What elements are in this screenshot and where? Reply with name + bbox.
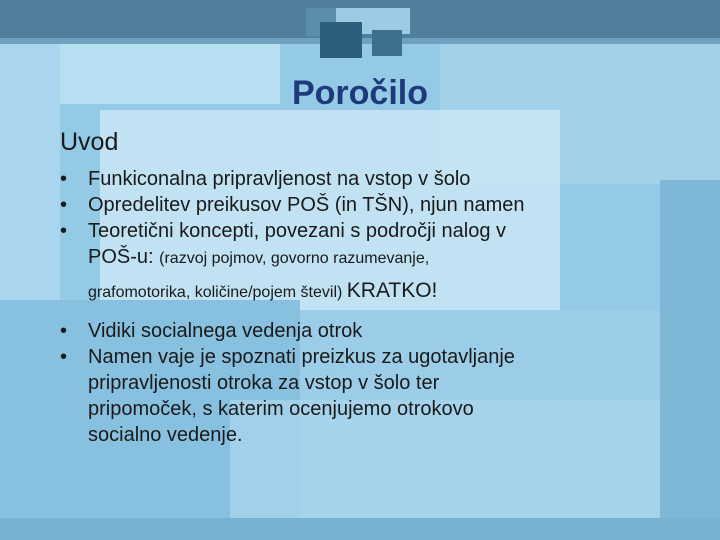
list-item-text: Opredelitev preikusov POŠ (in TŠN), njun namen [88,194,525,216]
bullet-glyph: • [60,320,68,342]
list-item [60,192,660,218]
list-item-line: pripravljenosti otroka za vstop v šolo ter [88,372,440,394]
list-item [60,166,660,192]
slide-title [0,74,720,113]
list-item-line [88,278,660,306]
list-item-line [88,244,660,272]
list-item-small-text: (razvoj pojmov, govorno razumevanje, [159,250,430,267]
bullet-list [60,166,660,448]
list-item [60,318,660,344]
bullet-glyph: • [60,194,68,216]
list-item-text: POŠ-u: [88,246,160,268]
bullet-glyph: • [60,168,68,190]
section-heading: Uvod [60,128,119,156]
list-item-line: pripomoček, s katerim ocenjujemo otrokovo [88,398,474,420]
list-item [60,218,660,306]
list-item-small-text: grafomotorika, količine/pojem števil) [88,284,347,301]
list-item-text: Funkiconalna pripravljenost na vstop v šolo [88,168,471,190]
slide-title-text: Poročilo [291,74,429,112]
bullet-glyph: • [60,346,68,368]
bullet-glyph: • [60,220,68,242]
list-item [60,344,660,448]
list-item-line: socialno vedenje. [88,424,243,446]
list-item-text: Vidiki socialnega vedenja otrok [88,320,363,342]
list-item-line: Teoretični koncepti, povezani s področji nalog v [88,220,507,242]
list-item-line: Namen vaje je spoznati preizkus za ugotavljanje [88,346,515,368]
list-item-emphasis: KRATKO! [346,279,438,302]
